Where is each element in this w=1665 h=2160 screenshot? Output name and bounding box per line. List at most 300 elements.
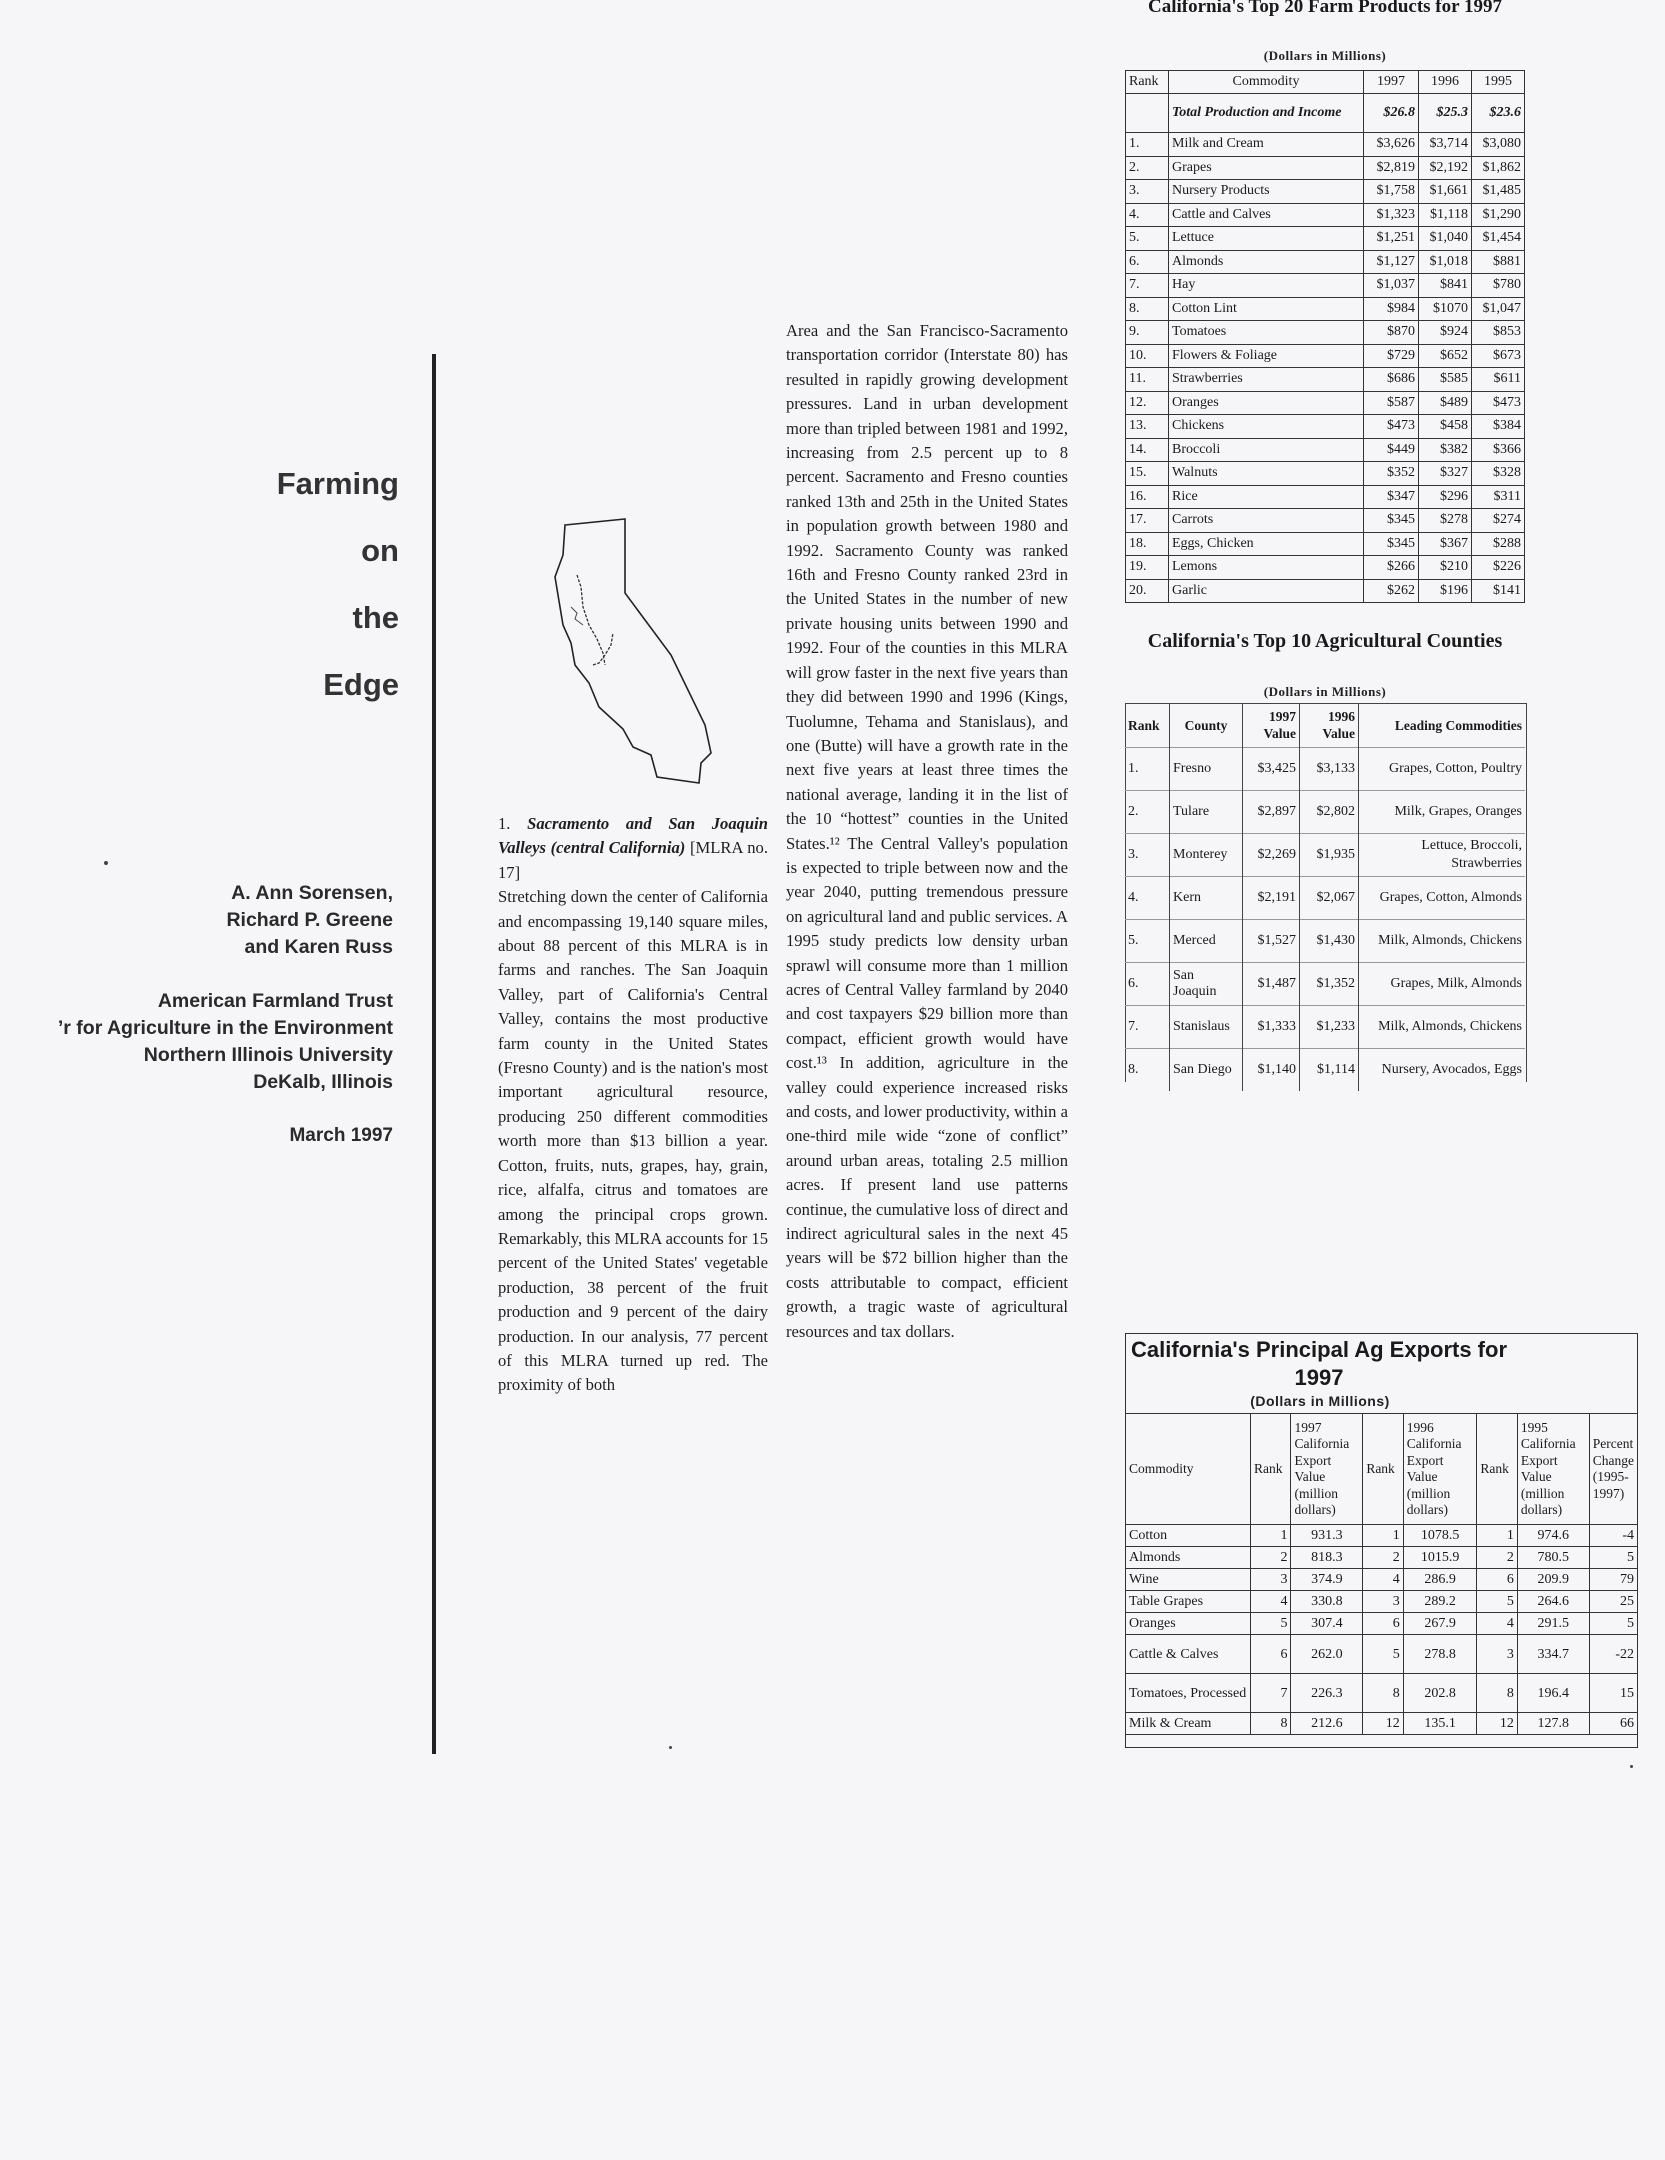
value-1995-cell: $328: [1472, 462, 1525, 486]
table-row: [1125, 748, 1525, 791]
table-row: [1126, 462, 1525, 486]
rank-cell: 11.: [1126, 368, 1169, 392]
value-1997-cell: $686: [1364, 368, 1419, 392]
commodity-cell: Broccoli: [1169, 438, 1364, 462]
rank-1996-cell: 5: [1363, 1635, 1403, 1674]
value-1997-cell: $1,323: [1364, 203, 1419, 227]
leading-commodities-cell: Nursery, Avocados, Eggs: [1359, 1049, 1526, 1092]
export-1995-cell: 196.4: [1517, 1674, 1589, 1713]
rank-1997-cell: 6: [1251, 1635, 1291, 1674]
county-cell: San Diego: [1170, 1049, 1243, 1092]
table3-subtitle: (Dollars in Millions): [1250, 1393, 1390, 1409]
percent-change-cell: -22: [1589, 1635, 1637, 1674]
value-1995-cell: $274: [1472, 509, 1525, 533]
value-1997-cell: $352: [1364, 462, 1419, 486]
table-row: [1126, 1547, 1638, 1569]
table-row: [1125, 1006, 1525, 1049]
vertical-divider: [432, 354, 436, 1754]
author-line: and Karen Russ: [244, 936, 393, 958]
percent-change-cell: 15: [1589, 1674, 1637, 1713]
header-1997: 1997: [1364, 71, 1419, 94]
value-1996-cell: $1,352: [1300, 963, 1359, 1006]
commodity-cell: Milk & Cream: [1126, 1713, 1251, 1735]
rank-1995-cell: 8: [1477, 1674, 1517, 1713]
value-1997-cell: $2,191: [1243, 877, 1300, 920]
total-1995: $23.6: [1472, 94, 1525, 133]
commodity-cell: Cotton Lint: [1169, 297, 1364, 321]
body-column-2: [786, 319, 1068, 1344]
rank-cell: 2.: [1126, 156, 1169, 180]
leading-commodities-cell: Milk, Almonds, Chickens: [1359, 1006, 1526, 1049]
export-1995-cell: 291.5: [1517, 1613, 1589, 1635]
value-1996-cell: $1070: [1419, 297, 1472, 321]
rank-1996-cell: 4: [1363, 1569, 1403, 1591]
value-1997-cell: $473: [1364, 415, 1419, 439]
rank-cell: 19.: [1126, 556, 1169, 580]
percent-change-cell: 25: [1589, 1591, 1637, 1613]
table2-title: California's Top 10 Agricultural Counties: [1147, 630, 1503, 652]
table1-title: California's Top 20 Farm Products for 1997: [1148, 0, 1502, 17]
caption-number: 1.: [498, 814, 511, 833]
table-row: [1126, 274, 1525, 298]
value-1995-cell: $1,454: [1472, 227, 1525, 251]
table-row: [1126, 1713, 1638, 1735]
commodity-cell: Strawberries: [1169, 368, 1364, 392]
header-1996: 1996: [1419, 71, 1472, 94]
value-1996-cell: $296: [1419, 485, 1472, 509]
value-1996-cell: $2,067: [1300, 877, 1359, 920]
header-rank: Rank: [1128, 717, 1160, 733]
value-1997-cell: $3,626: [1364, 133, 1419, 157]
header-leading-commodities: Leading Commodities: [1359, 703, 1526, 748]
table-row: [1125, 920, 1525, 963]
title-the: the: [352, 600, 399, 635]
value-1995-cell: $1,290: [1472, 203, 1525, 227]
value-1997-cell: $1,487: [1243, 963, 1300, 1006]
value-1997-cell: $345: [1364, 532, 1419, 556]
value-1995-cell: $1,485: [1472, 180, 1525, 204]
table-row: [1126, 415, 1525, 439]
bay-area-detail: [571, 607, 583, 625]
value-1996-cell: $382: [1419, 438, 1472, 462]
rank-1997-cell: 2: [1251, 1547, 1291, 1569]
body-column-1: [498, 812, 768, 1398]
table-row: [1126, 156, 1525, 180]
value-1995-cell: $611: [1472, 368, 1525, 392]
value-1995-cell: $881: [1472, 250, 1525, 274]
table1-subtitle: (Dollars in Millions): [1263, 48, 1387, 63]
header-rank-1997: Rank: [1251, 1414, 1291, 1525]
stray-dot: [669, 1746, 672, 1749]
rank-1997-cell: 3: [1251, 1569, 1291, 1591]
table-row: [1126, 485, 1525, 509]
table-row: [1125, 963, 1525, 1006]
export-1996-cell: 135.1: [1403, 1713, 1477, 1735]
value-1996-cell: $327: [1419, 462, 1472, 486]
value-1996-cell: $210: [1419, 556, 1472, 580]
rank-cell: 4.: [1125, 877, 1170, 920]
table2-subtitle: (Dollars in Millions): [1263, 684, 1387, 699]
rank-cell: 20.: [1126, 579, 1169, 603]
table-row: [1125, 834, 1525, 877]
caption-mlra: [MLRA no. 17]: [498, 838, 769, 882]
table-row: [1126, 344, 1525, 368]
rank-cell: 5.: [1125, 920, 1170, 963]
header-1995-export: 1995 California Export Value (million dollars): [1517, 1414, 1589, 1525]
mlra-san-joaquin-valley: [593, 633, 613, 665]
export-1995-cell: 209.9: [1517, 1569, 1589, 1591]
commodity-cell: Oranges: [1169, 391, 1364, 415]
body-text-1: Stretching down the center of California and encompassing 19,140 square miles, about 88 percent of this MLRA is in farms and ranches. The San Joaquin Valley, part of California's Central Valley, contains the most productive farm county in the United States (Fresno County) and is the nation's most important agricultural resource, producing 250 different commodities worth more than $13 billion a year. Cotton, fruits, nuts, grapes, hay, grain, rice, alfalfa, citrus and tomatoes are among the principal crops grown. Remarkably, this MLRA accounts for 15 percent of the United States' vegetable production, 38 percent of the fruit production and 9 percent of the dairy production. In our analysis, 77 percent of this MLRA turned up red. The proximity of both: [498, 887, 768, 1395]
map-caption: [498, 812, 768, 885]
stray-dot: [1630, 1765, 1633, 1768]
affiliation-line: American Farmland Trust: [157, 990, 393, 1012]
percent-change-cell: -4: [1589, 1525, 1637, 1547]
affiliation-block: [58, 988, 393, 1096]
commodity-cell: Grapes: [1169, 156, 1364, 180]
commodity-cell: Hay: [1169, 274, 1364, 298]
header-rank: Rank: [1126, 71, 1169, 94]
value-1997-cell: $587: [1364, 391, 1419, 415]
value-1997-cell: $870: [1364, 321, 1419, 345]
value-1995-cell: $384: [1472, 415, 1525, 439]
rank-1997-cell: 8: [1251, 1713, 1291, 1735]
value-1996-cell: $585: [1419, 368, 1472, 392]
table3-title-line1: [1129, 1336, 1509, 1392]
value-1997-cell: $449: [1364, 438, 1419, 462]
value-1997-cell: $3,425: [1243, 748, 1300, 791]
rank-cell: 17.: [1126, 509, 1169, 533]
header-commodity: Commodity: [1126, 1414, 1251, 1525]
leading-commodities-cell: Milk, Almonds, Chickens: [1359, 920, 1526, 963]
table-row: [1126, 321, 1525, 345]
rank-1997-cell: 1: [1251, 1525, 1291, 1547]
value-1995-cell: $1,047: [1472, 297, 1525, 321]
rank-1996-cell: 6: [1363, 1613, 1403, 1635]
header-1997-value: 1997 Value: [1243, 703, 1300, 748]
rank-1997-cell: 4: [1251, 1591, 1291, 1613]
header-1995: 1995: [1472, 71, 1525, 94]
table-header-row: [1126, 1414, 1638, 1525]
rank-cell: 8.: [1125, 1049, 1170, 1092]
county-cell: Merced: [1170, 920, 1243, 963]
top-counties-table: [1125, 703, 1525, 1091]
table-row: [1126, 133, 1525, 157]
export-1996-cell: 1078.5: [1403, 1525, 1477, 1547]
export-1996-cell: 1015.9: [1403, 1547, 1477, 1569]
title-farming: Farming: [276, 466, 399, 501]
leading-commodities-cell: Lettuce, Broccoli, Strawberries: [1359, 834, 1526, 877]
rank-1995-cell: 4: [1477, 1613, 1517, 1635]
title-edge: Edge: [323, 667, 399, 702]
percent-change-cell: 66: [1589, 1713, 1637, 1735]
caption-title: Sacramento and San Joaquin Valleys (central California): [498, 814, 768, 858]
table-row: [1126, 297, 1525, 321]
value-1995-cell: $853: [1472, 321, 1525, 345]
commodity-cell: Cattle & Calves: [1126, 1635, 1251, 1674]
rank-cell: 3.: [1126, 180, 1169, 204]
rank-cell: 14.: [1126, 438, 1169, 462]
body-text-2: Area and the San Francisco-Sacramento transportation corridor (Interstate 80) has resulted in rapidly growing development pressures. Land in urban development more than tripled between 1981 and 1992, increasing from 2.5 percent up to 8 percent. Sacramento and Fresno counties ranked 13th and 25th in the United States in population growth between 1980 and 1992. Sacramento County was ranked 16th and Fresno County ranked 23rd in the United States in the number of new private housing units between 1990 and 1992. Four of the counties in this MLRA will grow faster in the next five years than they did between 1990 and 1996 (Kings, Tuolumne, Tehama and Stanislaus), and one (Butte) will have a growth rate in the next five years at least three times the national average, landing it in the list of the 10 “hottest” counties in the United States.¹² The Central Valley's population is expected to triple between now and the year 2040, putting tremendous pressure on agricultural land and public services. A 1995 study predicts low density urban sprawl will consume more than 1 million acres of Central Valley farmland by 2040 and cost taxpayers $29 billion more than compact, efficient growth would have cost.¹³ In addition, agriculture in the valley could experience increased risks and costs, and lower productivity, within a one-third mile wide “zone of conflict” around urban areas, totaling 2.5 million acres. If present land use patterns continue, the cumulative loss of direct and indirect agricultural sales in the next 45 years will be $72 billion higher than the costs attributable to compact, efficient growth, a tragic waste of agricultural resources and tax dollars.: [786, 321, 1068, 1341]
table-header-row: [1126, 71, 1525, 94]
commodity-cell: Chickens: [1169, 415, 1364, 439]
affiliation-line: Northern Illinois University: [143, 1044, 393, 1066]
leading-commodities-cell: Grapes, Milk, Almonds: [1359, 963, 1526, 1006]
header-1997-export: 1997 California Export Value (million dollars): [1291, 1414, 1363, 1525]
export-1997-cell: 226.3: [1291, 1674, 1363, 1713]
rank-cell: 2.: [1125, 791, 1170, 834]
value-1995-cell: $780: [1472, 274, 1525, 298]
value-1995-cell: $1,862: [1472, 156, 1525, 180]
value-1997-cell: $1,527: [1243, 920, 1300, 963]
rank-1995-cell: 5: [1477, 1591, 1517, 1613]
rank-cell: 4.: [1126, 203, 1169, 227]
export-1996-cell: 202.8: [1403, 1674, 1477, 1713]
value-1996-cell: $924: [1419, 321, 1472, 345]
table-row: [1126, 1635, 1638, 1674]
table-row: [1126, 203, 1525, 227]
commodity-cell: Cotton: [1126, 1525, 1251, 1547]
value-1995-cell: $473: [1472, 391, 1525, 415]
author-line: A. Ann Sorensen,: [231, 882, 393, 904]
rank-cell: 15.: [1126, 462, 1169, 486]
value-1996-cell: $3,714: [1419, 133, 1472, 157]
table-row: [1126, 227, 1525, 251]
value-1995-cell: $141: [1472, 579, 1525, 603]
rank-1995-cell: 3: [1477, 1635, 1517, 1674]
table-row: [1126, 1591, 1638, 1613]
leading-commodities-cell: Milk, Grapes, Oranges: [1359, 791, 1526, 834]
commodity-cell: Flowers & Foliage: [1169, 344, 1364, 368]
rank-cell: 3.: [1125, 834, 1170, 877]
value-1996-cell: $1,233: [1300, 1006, 1359, 1049]
rank-cell: 7.: [1126, 274, 1169, 298]
rank-1995-cell: 2: [1477, 1547, 1517, 1569]
percent-change-cell: 79: [1589, 1569, 1637, 1591]
commodity-cell: Carrots: [1169, 509, 1364, 533]
value-1997-cell: $1,037: [1364, 274, 1419, 298]
table-row: [1125, 877, 1525, 920]
value-1996-cell: $3,133: [1300, 748, 1359, 791]
publication-date: March 1997: [289, 1125, 393, 1146]
value-1997-cell: $2,269: [1243, 834, 1300, 877]
table-row: [1126, 368, 1525, 392]
california-map: [553, 515, 723, 790]
rank-1996-cell: 8: [1363, 1674, 1403, 1713]
value-1997-cell: $347: [1364, 485, 1419, 509]
commodity-cell: Rice: [1169, 485, 1364, 509]
value-1996-cell: $278: [1419, 509, 1472, 533]
export-1996-cell: 289.2: [1403, 1591, 1477, 1613]
commodity-cell: Tomatoes: [1169, 321, 1364, 345]
value-1996-cell: $2,802: [1300, 791, 1359, 834]
rank-cell: 1.: [1126, 133, 1169, 157]
value-1997-cell: $2,819: [1364, 156, 1419, 180]
commodity-cell: Table Grapes: [1126, 1591, 1251, 1613]
rank-cell: 5.: [1126, 227, 1169, 251]
export-1995-cell: 127.8: [1517, 1713, 1589, 1735]
percent-change-cell: 5: [1589, 1547, 1637, 1569]
county-cell: Stanislaus: [1170, 1006, 1243, 1049]
commodity-cell: Almonds: [1169, 250, 1364, 274]
export-1997-cell: 931.3: [1291, 1525, 1363, 1547]
value-1996-cell: $367: [1419, 532, 1472, 556]
county-cell: Monterey: [1170, 834, 1243, 877]
table3-title: California's Principal Ag Exports for 1997: [1130, 1337, 1508, 1390]
value-1996-cell: $1,661: [1419, 180, 1472, 204]
commodity-cell: Lettuce: [1169, 227, 1364, 251]
value-1996-cell: $1,018: [1419, 250, 1472, 274]
export-1996-cell: 286.9: [1403, 1569, 1477, 1591]
table-row: [1126, 1569, 1638, 1591]
table-row: [1125, 791, 1525, 834]
state-outline: [555, 519, 711, 783]
rank-1996-cell: 12: [1363, 1713, 1403, 1735]
value-1997-cell: $266: [1364, 556, 1419, 580]
value-1997-cell: $2,897: [1243, 791, 1300, 834]
total-1997: $26.8: [1364, 94, 1419, 133]
table-row: [1126, 438, 1525, 462]
value-1997-cell: $1,251: [1364, 227, 1419, 251]
affiliation-line: DeKalb, Illinois: [253, 1071, 393, 1093]
table-row: [1126, 391, 1525, 415]
rank-cell: 12.: [1126, 391, 1169, 415]
table-row: [1126, 1525, 1638, 1547]
commodity-cell: Nursery Products: [1169, 180, 1364, 204]
leading-commodities-cell: Grapes, Cotton, Poultry: [1359, 748, 1526, 791]
value-1996-cell: $841: [1419, 274, 1472, 298]
value-1996-cell: $489: [1419, 391, 1472, 415]
commodity-cell: Milk and Cream: [1169, 133, 1364, 157]
export-1995-cell: 974.6: [1517, 1525, 1589, 1547]
value-1995-cell: $288: [1472, 532, 1525, 556]
value-1995-cell: $673: [1472, 344, 1525, 368]
value-1995-cell: $311: [1472, 485, 1525, 509]
export-1997-cell: 330.8: [1291, 1591, 1363, 1613]
export-1997-cell: 307.4: [1291, 1613, 1363, 1635]
table-row: [1126, 579, 1525, 603]
rank-cell: 10.: [1126, 344, 1169, 368]
table-row: [1126, 1674, 1638, 1713]
value-1997-cell: $1,127: [1364, 250, 1419, 274]
county-cell: Tulare: [1170, 791, 1243, 834]
commodity-cell: Tomatoes, Processed: [1126, 1674, 1251, 1713]
export-1995-cell: 264.6: [1517, 1591, 1589, 1613]
author-line: Richard P. Greene: [226, 909, 393, 931]
commodity-cell: Garlic: [1169, 579, 1364, 603]
value-1997-cell: $1,758: [1364, 180, 1419, 204]
export-1996-cell: 267.9: [1403, 1613, 1477, 1635]
rank-1996-cell: 3: [1363, 1591, 1403, 1613]
value-1996-cell: $652: [1419, 344, 1472, 368]
table-row: [1126, 532, 1525, 556]
commodity-cell: Oranges: [1126, 1613, 1251, 1635]
header-rank-1996: Rank: [1363, 1414, 1403, 1525]
stray-dot: [104, 861, 108, 865]
leading-commodities-cell: Grapes, Cotton, Almonds: [1359, 877, 1526, 920]
rank-1995-cell: 12: [1477, 1713, 1517, 1735]
value-1996-cell: $196: [1419, 579, 1472, 603]
table-row: [1126, 180, 1525, 204]
export-1997-cell: 374.9: [1291, 1569, 1363, 1591]
commodity-cell: Wine: [1126, 1569, 1251, 1591]
rank-1996-cell: 1: [1363, 1525, 1403, 1547]
value-1995-cell: $226: [1472, 556, 1525, 580]
value-1997-cell: $345: [1364, 509, 1419, 533]
rank-1995-cell: 1: [1477, 1525, 1517, 1547]
header-1996-export: 1996 California Export Value (million dollars): [1403, 1414, 1477, 1525]
rank-1995-cell: 6: [1477, 1569, 1517, 1591]
rank-cell: 18.: [1126, 532, 1169, 556]
value-1995-cell: $366: [1472, 438, 1525, 462]
title-on: on: [361, 533, 399, 568]
author-list: [226, 880, 393, 961]
value-1997-cell: $1,333: [1243, 1006, 1300, 1049]
export-1996-cell: 278.8: [1403, 1635, 1477, 1674]
table-header-row: [1125, 703, 1525, 748]
export-1997-cell: 818.3: [1291, 1547, 1363, 1569]
value-1997-cell: $984: [1364, 297, 1419, 321]
rank-cell: 16.: [1126, 485, 1169, 509]
header-1996-value: 1996 Value: [1300, 703, 1359, 748]
value-1996-cell: $458: [1419, 415, 1472, 439]
rank-1997-cell: 7: [1251, 1674, 1291, 1713]
commodity-cell: Walnuts: [1169, 462, 1364, 486]
value-1996-cell: $1,040: [1419, 227, 1472, 251]
rank-cell: 6.: [1125, 963, 1170, 1006]
export-1997-cell: 262.0: [1291, 1635, 1363, 1674]
value-1997-cell: $262: [1364, 579, 1419, 603]
value-1996-cell: $1,118: [1419, 203, 1472, 227]
header-county: County: [1170, 703, 1243, 748]
top-farm-products-table: [1125, 70, 1525, 603]
percent-change-cell: 5: [1589, 1613, 1637, 1635]
value-1996-cell: $1,935: [1300, 834, 1359, 877]
rank-cell: 6.: [1126, 250, 1169, 274]
table-row: [1126, 250, 1525, 274]
commodity-cell: Almonds: [1126, 1547, 1251, 1569]
header-rank-1995: Rank: [1477, 1414, 1517, 1525]
header-commodity: Commodity: [1169, 71, 1364, 94]
commodity-cell: Eggs, Chicken: [1169, 532, 1364, 556]
export-1997-cell: 212.6: [1291, 1713, 1363, 1735]
value-1995-cell: $3,080: [1472, 133, 1525, 157]
table-row: [1126, 509, 1525, 533]
value-1996-cell: $2,192: [1419, 156, 1472, 180]
total-1996: $25.3: [1419, 94, 1472, 133]
rank-cell: 1.: [1125, 748, 1170, 791]
value-1996-cell: $1,114: [1300, 1049, 1359, 1092]
value-1996-cell: $1,430: [1300, 920, 1359, 963]
rank-1997-cell: 5: [1251, 1613, 1291, 1635]
table-row: [1125, 1049, 1525, 1092]
table-row: [1126, 556, 1525, 580]
mlra-sacramento-valley: [577, 575, 605, 665]
rank-cell: 7.: [1125, 1006, 1170, 1049]
county-cell: Kern: [1170, 877, 1243, 920]
table-row: [1126, 1613, 1638, 1635]
county-cell: San Joaquin: [1170, 963, 1243, 1006]
rank-cell: 9.: [1126, 321, 1169, 345]
commodity-cell: Lemons: [1169, 556, 1364, 580]
value-1997-cell: $729: [1364, 344, 1419, 368]
value-1997-cell: $1,140: [1243, 1049, 1300, 1092]
affiliation-line: ’r for Agriculture in the Environment: [57, 1017, 393, 1039]
export-1995-cell: 780.5: [1517, 1547, 1589, 1569]
header-percent-change: Percent Change (1995-1997): [1589, 1414, 1637, 1525]
rank-cell: 13.: [1126, 415, 1169, 439]
ag-exports-table: [1125, 1413, 1638, 1735]
